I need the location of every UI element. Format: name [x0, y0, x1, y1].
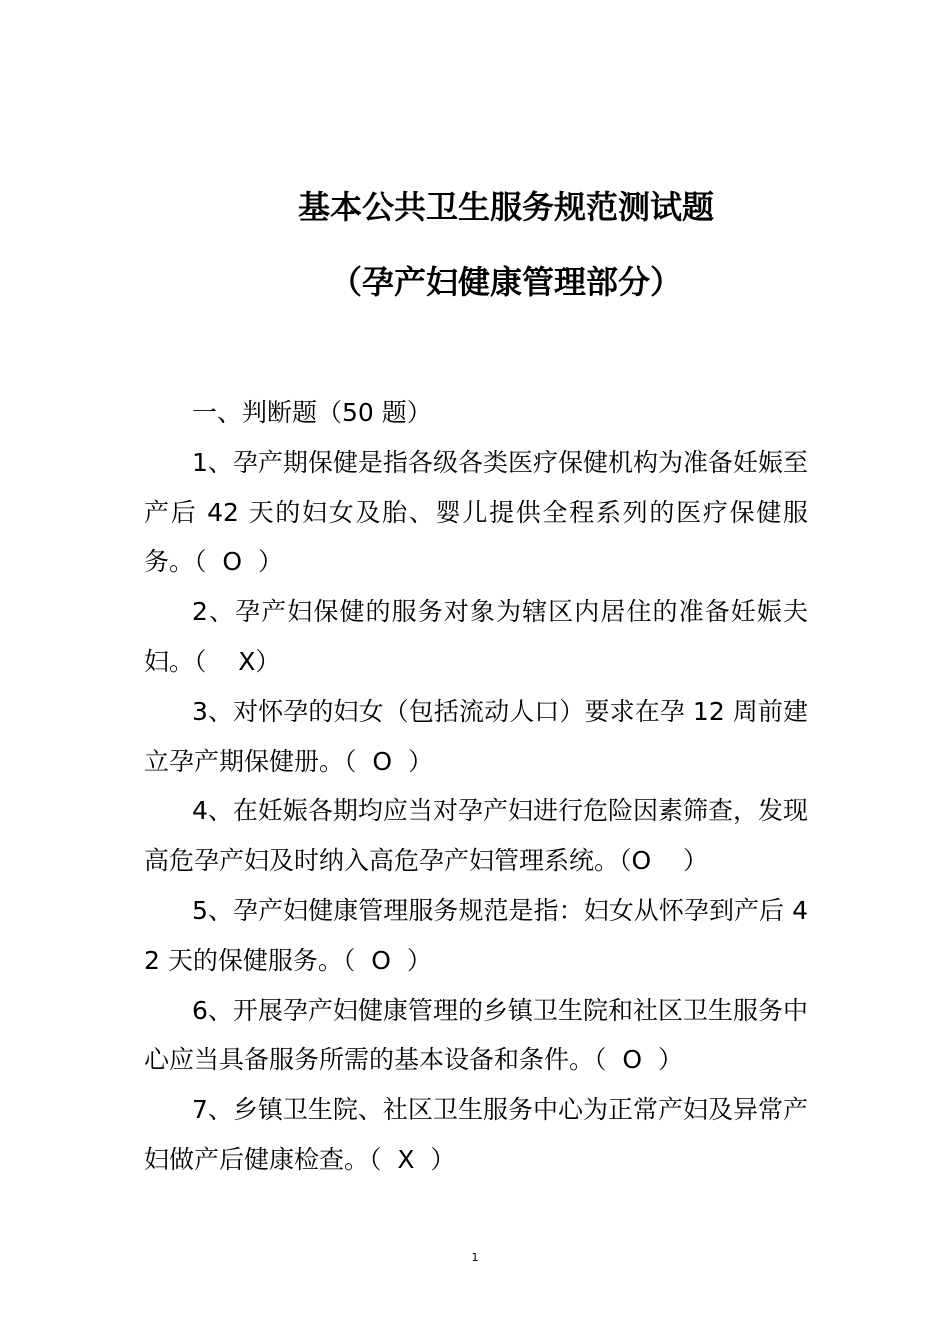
question-item [144, 786, 808, 886]
question-item [144, 1085, 808, 1185]
question-text: 2、孕产妇保健的服务对象为辖区内居住的准备妊娠夫妇。 [144, 597, 808, 676]
document-body [144, 388, 808, 1185]
question-item [144, 438, 808, 587]
question-text: 3、对怀孕的妇女（包括流动人口）要求在孕 12 周前建立孕产期保健册。 [144, 696, 808, 776]
question-answer: （ X） [194, 646, 281, 676]
page-number: 1 [471, 1251, 479, 1264]
question-text: 6、开展孕产妇健康管理的乡镇卫生院和社区卫生服务中心应当具备服务所需的基本设备和条件。 [144, 995, 808, 1075]
question-text: 5、孕产妇健康管理服务规范是指：妇女从怀孕到产后 42 天的保健服务。 [144, 895, 808, 975]
question-text: 7、乡镇卫生院、社区卫生服务中心为正常产妇及异常产妇做产后健康检查。 [144, 1095, 808, 1174]
question-text: 1、孕产期保健是指各级各类医疗保健机构为准备妊娠至产后 42 天的妇女及胎、婴儿提供全程系列的医疗保健服务。 [144, 447, 808, 577]
question-text: 4、在妊娠各期均应当对孕产妇进行危险因素筛查，发现高危孕产妇及时纳入高危孕产妇管理系统。 [144, 796, 808, 876]
question-answer: （ O ） [344, 746, 433, 776]
question-answer: （ X ） [369, 1144, 456, 1174]
document-subtitle: （孕产妇健康管理部分） [329, 263, 682, 301]
question-item [144, 886, 808, 986]
section-heading: 一、判断题（50 题） [192, 398, 432, 427]
question-answer: （O ） [619, 846, 708, 876]
question-answer: （ O ） [342, 945, 432, 975]
question-item [144, 986, 808, 1086]
question-item [144, 687, 808, 787]
question-answer: （ O ） [194, 547, 283, 577]
document-title: 基本公共卫生服务规范测试题 [297, 188, 714, 226]
question-item [144, 587, 808, 687]
question-answer: （ O ） [594, 1045, 683, 1075]
